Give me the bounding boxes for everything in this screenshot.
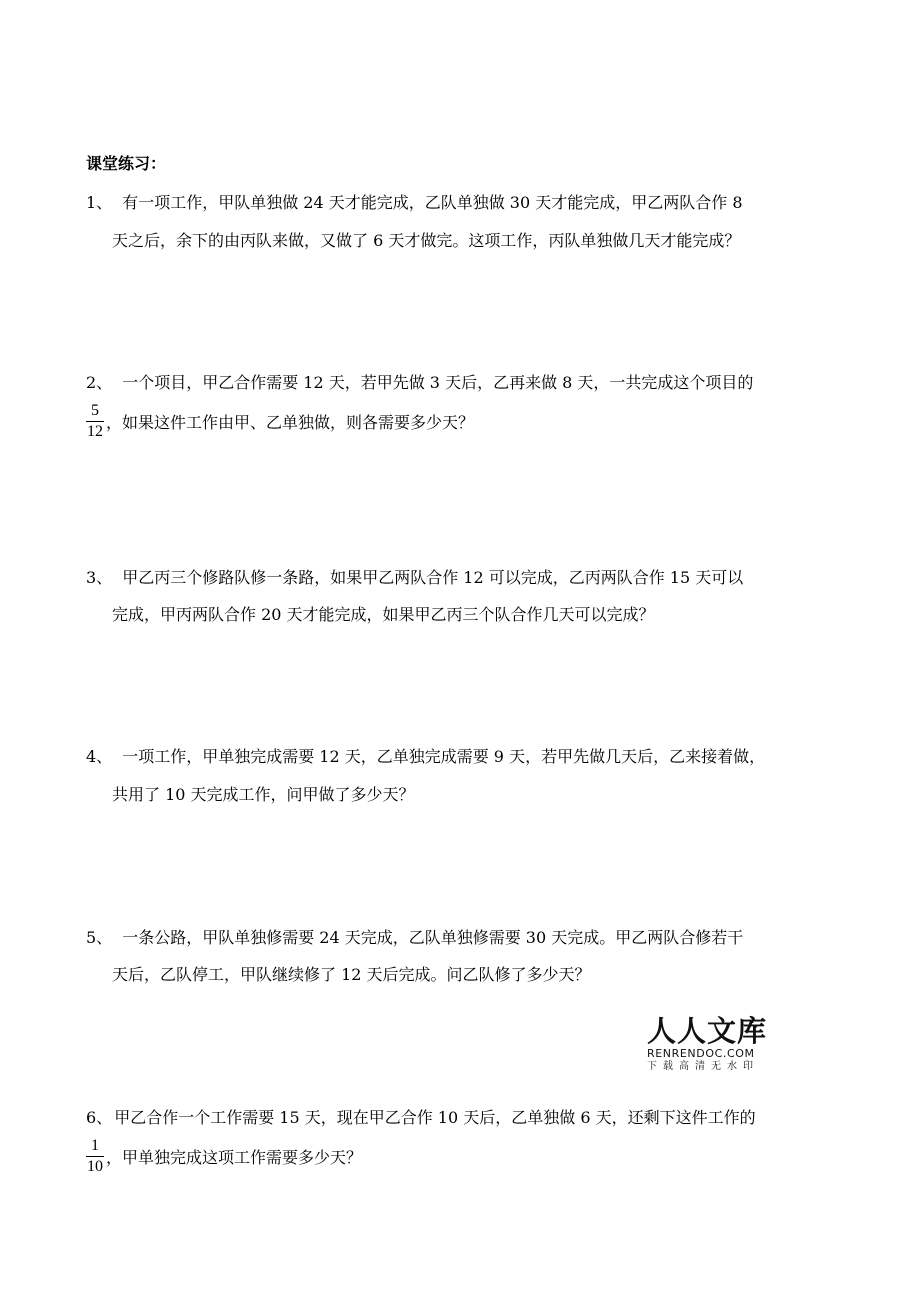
problem-3-line-1 bbox=[86, 566, 743, 590]
problem-3-text-1: 甲乙丙三个修路队修一条路，如果甲乙两队合作 12 可以完成，乙丙两队合作 15 天可以 bbox=[122, 568, 744, 587]
problem-6-line-1 bbox=[86, 1106, 756, 1130]
watermark-url: RENRENDOC.COM bbox=[647, 1047, 755, 1060]
problem-4-number: 4、 bbox=[86, 747, 113, 766]
fraction-numerator: 1 bbox=[91, 1137, 99, 1154]
problem-4-text-2: 共用了 10 天完成工作，问甲做了多少天？ bbox=[112, 785, 415, 804]
problem-6-fraction bbox=[86, 1137, 104, 1176]
page-heading: 课堂练习： bbox=[86, 154, 167, 173]
problem-5-text-1: 一条公路，甲队单独修需要 24 天完成，乙队单独修需要 30 天完成。甲乙两队合修若干 bbox=[122, 928, 744, 947]
problem-2-line-1 bbox=[86, 371, 753, 395]
problem-6-number: 6、 bbox=[86, 1108, 113, 1127]
watermark-title: 人人文库 bbox=[647, 1014, 768, 1048]
problem-2-text-1: 一个项目，甲乙合作需要 12 天，若甲先做 3 天后，乙再来做 8 天，一共完成这个项目的 bbox=[122, 373, 754, 392]
watermark-subtitle: 下载高清无水印 bbox=[647, 1061, 759, 1072]
problem-1-line-1 bbox=[86, 191, 743, 215]
problem-4-text-1: 一项工作，甲单独完成需要 12 天，乙单独完成需要 9 天，若甲先做几天后，乙来接着做， bbox=[122, 747, 766, 766]
problem-1-text-2: 天之后，余下的由丙队来做，又做了 6 天才做完。这项工作，丙队单独做几天才能完成？ bbox=[112, 231, 741, 250]
problem-2-text-2: ，如果这件工作由甲、乙单独做，则各需要多少天？ bbox=[106, 413, 475, 432]
problem-6-text-2: ，甲单独完成这项工作需要多少天？ bbox=[106, 1148, 363, 1167]
problem-4-line-1 bbox=[86, 745, 765, 769]
problem-5-line-1 bbox=[86, 926, 743, 950]
fraction-numerator: 5 bbox=[91, 402, 99, 419]
problem-5-number: 5、 bbox=[86, 928, 113, 947]
fraction-denominator: 10 bbox=[87, 1158, 103, 1175]
problem-1-text-1: 有一项工作，甲队单独做 24 天才能完成，乙队单独做 30 天才能完成，甲乙两队合作 8 bbox=[122, 193, 743, 212]
problem-2-fraction bbox=[86, 402, 104, 441]
problem-5-text-2: 天后，乙队停工，甲队继续修了 12 天后完成。问乙队修了多少天？ bbox=[112, 965, 591, 984]
problem-3-number: 3、 bbox=[86, 568, 113, 587]
problem-1-number: 1、 bbox=[86, 193, 113, 212]
problem-3-text-2: 完成，甲丙两队合作 20 天才能完成，如果甲乙丙三个队合作几天可以完成？ bbox=[112, 605, 655, 624]
fraction-denominator: 12 bbox=[87, 423, 103, 440]
problem-6-text-1: 甲乙合作一个工作需要 15 天，现在甲乙合作 10 天后，乙单独做 6 天，还剩下这件工作的 bbox=[114, 1108, 756, 1127]
watermark-logo bbox=[647, 1015, 773, 1074]
problem-6-line-2 bbox=[86, 1137, 362, 1176]
problem-2-line-2 bbox=[86, 402, 474, 441]
problem-2-number: 2、 bbox=[86, 373, 113, 392]
